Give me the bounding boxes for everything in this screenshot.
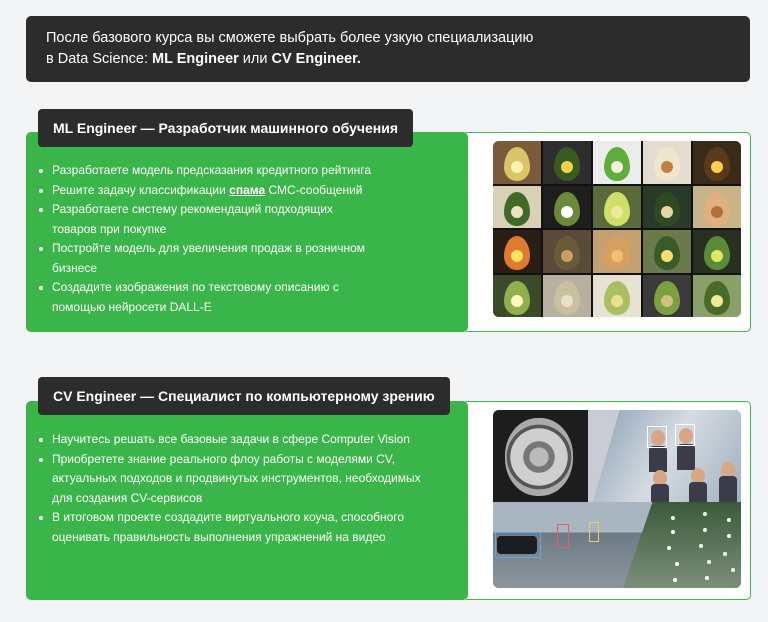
face-detection-image [593, 410, 741, 502]
intro-or: или [238, 51, 272, 67]
intro-banner [26, 16, 750, 82]
computer-vision-collage-image [493, 410, 741, 588]
avocado-tile [493, 186, 541, 229]
avocado-tile [643, 275, 691, 318]
avocado-grid-image [493, 141, 741, 317]
list-item: Приобретете знание реального флоу работы с моделями CV, актуальных подходов и продвинутых инструментов, необходимых для создания CV-сервисов [36, 450, 428, 509]
avocado-tile [593, 141, 641, 184]
spam-link[interactable]: спама [229, 182, 266, 197]
list-item: Постройте модель для увеличения продаж в розничном бизнесе [36, 239, 386, 278]
avocado-tile [493, 141, 541, 184]
intro-line-1: После базового курса вы сможете выбрать более узкую специализацию [46, 30, 534, 46]
intro-ml-engineer: ML Engineer [152, 51, 239, 67]
list-item-text: СМС-сообщений [265, 182, 363, 197]
list-item-text: Решите задачу классификации [52, 182, 230, 197]
list-item: Разработаете систему рекомендаций подходящих товаров при покупке [36, 200, 366, 239]
avocado-tile [693, 275, 741, 318]
avocado-tile [643, 186, 691, 229]
avocado-tile [593, 230, 641, 273]
avocado-tile [693, 141, 741, 184]
ml-skills-list [36, 161, 411, 317]
avocado-tile [543, 230, 591, 273]
ml-engineer-card [26, 120, 751, 332]
list-item: Создадите изображения по текстовому описанию с помощью нейросети DALL-E [36, 278, 366, 317]
mri-scan-image [493, 410, 588, 502]
intro-cv-engineer: CV Engineer. [271, 51, 361, 67]
avocado-tile [593, 275, 641, 318]
intro-line-2 [46, 49, 730, 70]
avocado-tile [693, 186, 741, 229]
avocado-tile [543, 141, 591, 184]
avocado-tile [643, 230, 691, 273]
list-item: Научитесь решать все базовые задачи в сфере Computer Vision [36, 430, 436, 450]
list-item: В итоговом проекте создадите виртуального коуча, способного оценивать правильность выполнения упражнений на видео [36, 508, 431, 547]
avocado-tile [593, 186, 641, 229]
list-item [36, 181, 411, 201]
avocado-tile [493, 230, 541, 273]
cv-engineer-title: CV Engineer — Специалист по компьютерному зрению [38, 377, 450, 415]
avocado-tile [643, 141, 691, 184]
ml-engineer-title: ML Engineer — Разработчик машинного обучения [38, 109, 413, 147]
avocado-tile [693, 230, 741, 273]
intro-prefix: в Data Science: [46, 51, 153, 67]
avocado-tile [543, 186, 591, 229]
avocado-tile [543, 275, 591, 318]
list-item: Разработаете модель предсказания кредитного рейтинга [36, 161, 411, 181]
cv-skills-list [36, 430, 436, 547]
avocado-tile [493, 275, 541, 318]
cv-engineer-card [26, 388, 751, 600]
